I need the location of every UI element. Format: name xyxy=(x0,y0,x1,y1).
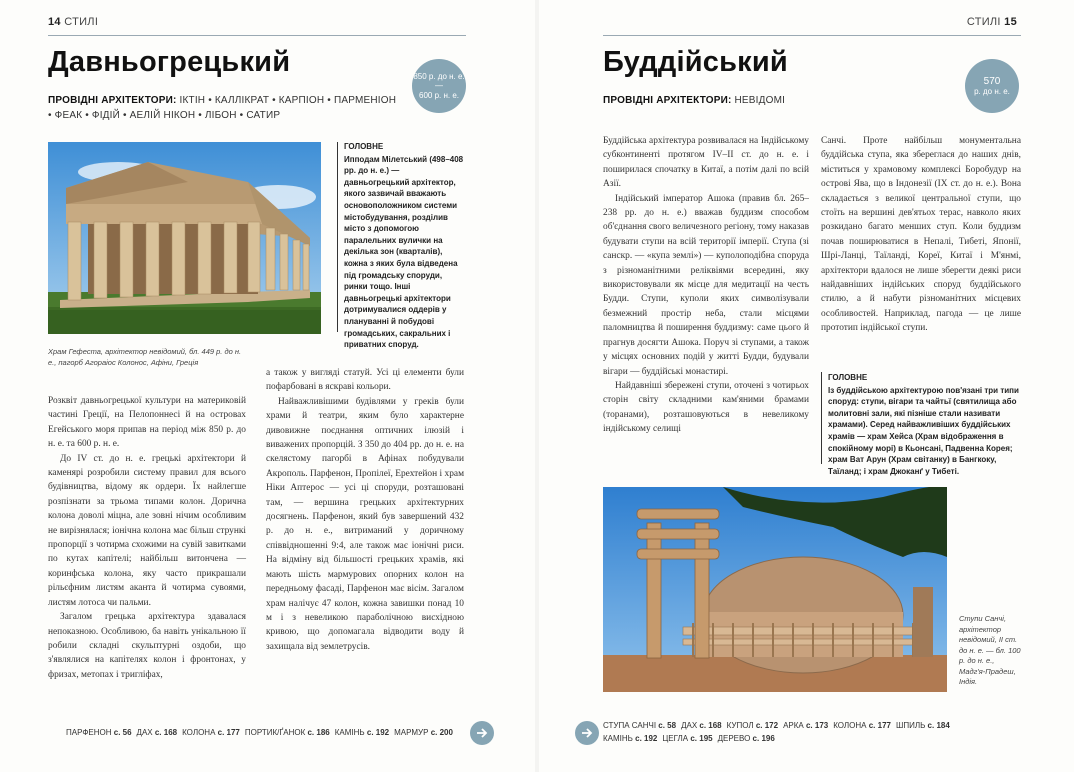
date-start: 570 xyxy=(983,75,1001,87)
header-rule xyxy=(603,35,1021,36)
date-end: 600 р. н. е. xyxy=(419,90,459,100)
right-page xyxy=(539,0,1074,772)
right-footer-ref[interactable] xyxy=(783,721,828,730)
sidebar-heading: ГОЛОВНЕ xyxy=(344,142,384,151)
photo-caption: Ступи Санчі, архітектор невідомий, II ст. до н. е. — бл. 100 р. до н. е., Мадг'я-Прадеш, Індія. xyxy=(959,614,1021,686)
date-era: р. до н. е. xyxy=(974,87,1010,97)
ref-label: ДЕРЕВО xyxy=(717,734,753,743)
section-name: СТИЛІ xyxy=(64,16,99,28)
right-footer-ref[interactable] xyxy=(833,721,891,730)
key-point-sidebar xyxy=(828,372,1024,477)
column-1-paragraph-1: Буддійська архітектура розвивалася на Індійському субконтиненті протягом IV–II ст. до н. е. і поширилася спочатку в Китаї, а потім далі по всій Азії. xyxy=(603,136,809,190)
ref-page: с. 184 xyxy=(927,721,950,730)
sidebar-heading: ГОЛОВНЕ xyxy=(828,373,868,382)
ref-label: КАМІНЬ xyxy=(603,734,636,743)
column-2-paragraph: Найважливішими будівлями у греків були храми й театри, яким було характерне дивовижне поєднання оптичних ілюзій і виважених пропорцій. З 350 до 404 рр. до н. е. на скелястому пагорбі в Афінах побудували Акрополь. Парфенон, Пропілеї, Ерехтейон і храм Ніки Аптерос — усі ці споруди, розташовані там, — вершина грецьких архітектурних досягнень. Парфенон, який був завершений 432 р. до н. е., витриманий у доричному співвідношенні 9:4, але також має іонічні риси. На відміну від більшості грецьких храмів, які мають шість мармурових опорних колон на передньому фасаді, Парфенон має вісім. Загалом храм налічує 47 колон, кожна завишки понад 10 м і з невеликою параболічною висхідною кривою, що допомагала відводити воду й захищала від землетрусів. xyxy=(266,396,464,652)
ref-page: с. 177 xyxy=(868,721,891,730)
page-title: Буддійський xyxy=(603,46,788,78)
column-1-paragraph-3: Найдавніші збережені ступи, оточені з чотирьох сторін світу складними кам'яними брамами (торанами), розташовуються в невеликому індійському селищі xyxy=(603,380,809,435)
lead-architects xyxy=(603,93,963,108)
left-footer-ref[interactable] xyxy=(137,728,178,737)
ref-label: КОЛОНА xyxy=(182,728,218,737)
temple-of-hephaestus-photo xyxy=(48,142,321,334)
date-badge xyxy=(412,59,466,113)
ref-page: с. 58 xyxy=(658,721,677,730)
date-dash: — xyxy=(435,81,443,91)
key-point-sidebar xyxy=(344,141,466,351)
ref-page: с. 195 xyxy=(690,734,713,743)
column-2-paragraph: Санчі. Проте найбільш монументальна буддійська ступа, яка збереглася до наших днів, міститься у храмовому комплексі Боробудур на острові Ява, що в Індонезії (IX ст. до н. е.). Вона складається з великої центральної ступи, що стоїть на вершині дев'ятьох терас, навколо яких розкидано багато менших ступ. Коли буддизм почав поширюватися в Непалі, Тибеті, Японії, Шрі-Ланці, Таїланді, Кореї, Китаї і М'янмі, архітектори вдалося не лише зберегти деякі риси найдавніших індійських споруд буддійського стилю, а й набути різноманітних місцевих особливостей. Наприклад, пагода — це лише прототип індійської ступи. xyxy=(821,136,1021,334)
architects-value: НЕВІДОМІ xyxy=(734,95,786,106)
left-page xyxy=(0,0,535,772)
ref-page: с. 168 xyxy=(154,728,178,737)
architects-label: ПРОВІДНІ АРХІТЕКТОРИ: xyxy=(603,95,732,106)
right-footer-ref[interactable] xyxy=(603,721,676,730)
ref-page: с. 200 xyxy=(430,728,453,737)
footer-line-2 xyxy=(603,732,1023,745)
right-footer-ref[interactable] xyxy=(681,721,722,730)
ref-label: КУПОЛ xyxy=(726,721,756,730)
right-footer-ref[interactable] xyxy=(662,734,712,743)
ref-page: с. 196 xyxy=(752,734,775,743)
column-2 xyxy=(266,366,464,654)
column-1 xyxy=(603,134,809,437)
column-1-paragraph-3: Загалом грецька архітектура здавалася непоказною. Особливою, ба навіть унікальною її робили складні скульптурні оздоби, що з'являлися на капітелях колон і фронтонах, у фризах, метопах і тригліфах, xyxy=(48,612,246,680)
ref-label: ШПИЛЬ xyxy=(895,721,928,730)
header-rule xyxy=(48,35,466,36)
date-badge xyxy=(965,59,1019,113)
ref-label: ДАХ xyxy=(681,721,700,730)
column-1-paragraph-2: До IV ст. до н. е. грецькі архітектори й каменярі розробили систему правил для всього будівництва, відому як ордери. Їх найлегше розпізнати за трьома типами колон. Дорична колона доволі міцна, але зовні нічим особливим не вирізнялася; іонічна колона має більш стрункі пропорції з чотирма схожими на сувій завитками по кутах капітелі; найбільш витончена — коринфська колона, яку часто прикрашали рільєфним листям аканта й чотирма сувоями, листям лотоса чи пальми. xyxy=(48,453,246,608)
architects-line1: ІКТІН • КАЛЛІКРАТ • КАРПІОН • ПАРМЕНІОН xyxy=(179,95,397,106)
footer-line-1 xyxy=(603,719,1023,732)
page-number: 15 xyxy=(1004,16,1017,28)
ref-label: МАРМУР xyxy=(394,728,431,737)
column-1-paragraph-2: Індійський імператор Ашока (правив бл. 265–238 рр. до н. е.) вважав буддизм способом об'єднання свого величезного регіону, тому наказав будувати ступи на всій території імперії. Ступа (зі санскр. — «купа землі») — куполоподібна споруда з різноманітними реліквіями всередині, яку використовували як місце для медитації на честь Будди. Ступи, куполи яких символізували безмежний простір неба, стали місцями паломництва й поширення буддизму: саме цього й прагнув досягти Ашока. Поруч зі ступами, а також у місцях основних подій у житті Будди, будували вігари — буддійські монастирі. xyxy=(603,193,809,377)
column-2 xyxy=(821,134,1021,336)
architects-line2: • ФЕАК • ФІДІЙ • АЕЛІЙ НІКОН • ЛІБОН • САТИР xyxy=(48,110,281,121)
cross-reference-footer xyxy=(603,719,1023,745)
next-arrow-icon[interactable] xyxy=(470,721,494,745)
lead-architects xyxy=(48,93,398,123)
left-footer-ref[interactable] xyxy=(335,728,389,737)
ref-label: ЦЕГЛА xyxy=(662,734,691,743)
ref-label: ДАХ xyxy=(136,728,155,737)
left-folio xyxy=(48,16,98,28)
architects-label: ПРОВІДНІ АРХІТЕКТОРИ: xyxy=(48,95,177,106)
sidebar-text: Із буддійською архітектурою пов'язані три типи споруд: ступи, вігари та чайтьї (святилища або молитовні зали, які пізніше стали називати храмами). Серед найважливіших буддійських храмів — храм Хейса (Храм відображення в спокійному морі) в Кьонсані, Падвенна Корея; храм Ват Арун (Храм світанку) в Бангкоку, Таїланд; і храм Джоканґ у Тибеті. xyxy=(828,385,1019,476)
sanchi-stupa-photo xyxy=(603,487,947,692)
sidebar-rule xyxy=(337,142,338,332)
right-folio xyxy=(967,16,1017,28)
left-footer-ref[interactable] xyxy=(394,728,453,737)
date-start: 850 р. до н. е. xyxy=(413,72,465,82)
ref-label: КАМІНЬ xyxy=(334,728,367,737)
ref-page: с. 56 xyxy=(113,728,132,737)
right-footer-ref[interactable] xyxy=(603,734,657,743)
photo-caption: Храм Гефеста, архітектор невідомий, бл. 449 р. до н. е., пагорб Агораіос Колонос, Афіни, Греція xyxy=(48,347,242,367)
column-2-top: а також у вигляді статуй. Усі ці елементи були пофарбовані в яскраві кольори. xyxy=(266,368,464,393)
back-arrow-icon[interactable] xyxy=(575,721,599,745)
column-1 xyxy=(48,394,246,682)
column-1-paragraph-1: Розквіт давньогрецької культури на материковій частині Греції, на Пелопоннесі й на островах Егейського моря припав на період між 850 р. до н. е. та 600 р. н. е. xyxy=(48,396,246,450)
sidebar-text: Ипподам Мілетський (498–408 рр. до н. е.) — давньогрецький архітектор, якого зазвичай вважають основоположником системи містобудування, розділив місто з допомогою паралельних вулички на декілька зон (кварталів), кожна з яких була відведена під громадську споруди, ринки тощо. Інші давньогрецькі архітектори дотримувалися оддерів у плануванні й побудові громадських, сакральних і приватних споруд. xyxy=(344,154,464,350)
cross-reference-footer xyxy=(66,726,474,739)
ref-label: АРКА xyxy=(783,721,806,730)
right-footer-ref[interactable] xyxy=(727,721,778,730)
ref-label: КОЛОНА xyxy=(833,721,869,730)
left-footer-ref[interactable] xyxy=(245,728,330,737)
ref-page: с. 172 xyxy=(755,721,779,730)
page-number: 14 xyxy=(48,16,61,28)
right-footer-ref[interactable] xyxy=(718,734,775,743)
ref-label: ПАРФЕНОН xyxy=(66,728,114,737)
page-title: Давньогрецький xyxy=(48,46,291,78)
ref-page: с. 168 xyxy=(699,721,722,730)
ref-label: ПОРТИК/ҐАНОК xyxy=(244,728,308,737)
ref-label: СТУПА САНЧІ xyxy=(603,721,659,730)
ref-page: с. 173 xyxy=(805,721,829,730)
ref-page: с. 192 xyxy=(635,734,658,743)
left-footer-ref[interactable] xyxy=(182,728,240,737)
section-name: СТИЛІ xyxy=(966,16,1001,28)
ref-page: с. 186 xyxy=(307,728,330,737)
sidebar-rule xyxy=(821,372,822,464)
right-footer-ref[interactable] xyxy=(896,721,950,730)
left-footer-ref[interactable] xyxy=(66,728,132,737)
ref-page: с. 177 xyxy=(217,728,240,737)
ref-page: с. 192 xyxy=(366,728,390,737)
